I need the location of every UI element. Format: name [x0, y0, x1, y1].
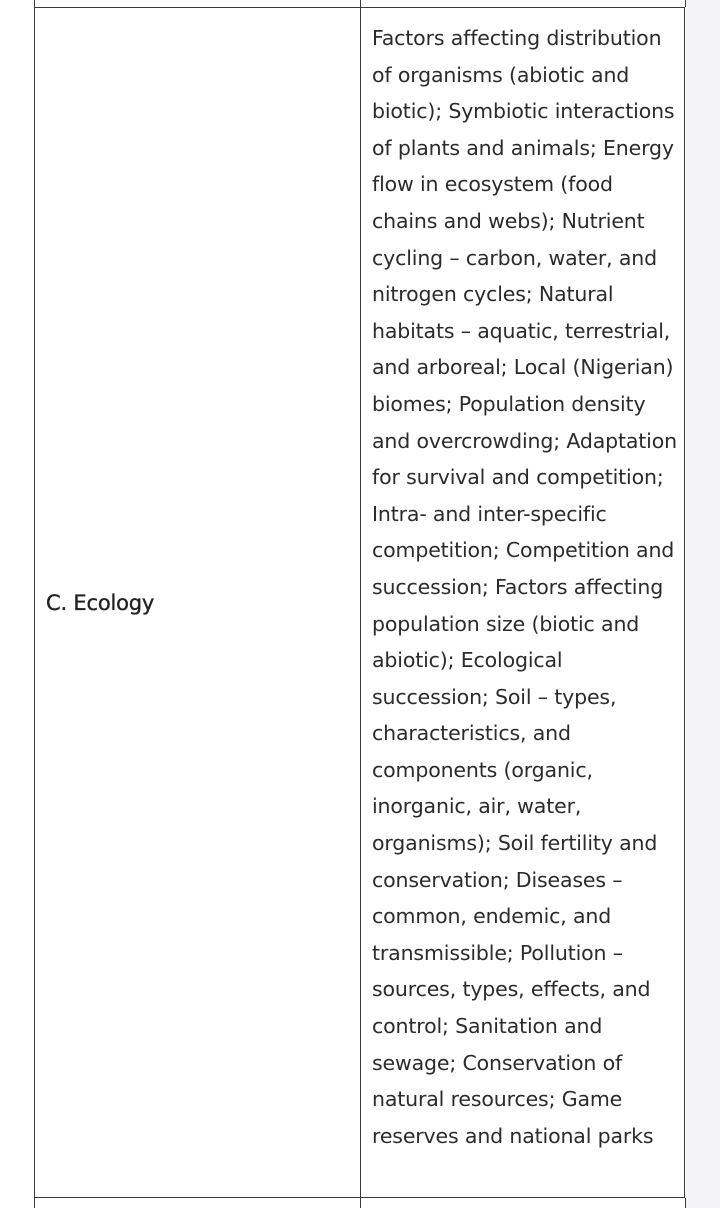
next-row-border-middle: [360, 1198, 361, 1208]
next-row-border-left: [34, 1198, 35, 1208]
previous-row-border-right: [685, 0, 686, 7]
previous-row-border-middle: [360, 0, 361, 7]
topics-text: Factors affecting distribution of organisms (abiotic and biotic); Symbiotic interactions of plants and animals; Energy flow in ecosystem (food chains and webs); Nutrient cycling – carbon, water, and nitrogen cycles; Natural habitats – aquatic, terrestrial, and arboreal; Local (Nigerian) biomes; Population density and overcrowding; Adaptation for survival and competition; Intra- and inter-specific competition; Competition and succession; Factors affecting population size (biotic and abiotic); Ecological succession; Soil – types, characteristics, and components (organic, inorganic, air, water, organisms); Soil fertility and conservation; Diseases – common, endemic, and transmissible; Pollution – sources, types, effects, and control; Sanitation and sewage; Conservation of natural resources; Game reserves and national parks: [372, 26, 677, 1148]
syllabus-table-row: [34, 7, 685, 1198]
next-row-border-right: [685, 1198, 686, 1208]
previous-row-border-left: [34, 0, 35, 7]
right-margin: [686, 0, 720, 1208]
left-margin: [0, 0, 34, 1208]
section-label: C. Ecology: [46, 590, 155, 615]
topics-cell: [361, 8, 685, 1197]
section-cell: [35, 8, 360, 1197]
